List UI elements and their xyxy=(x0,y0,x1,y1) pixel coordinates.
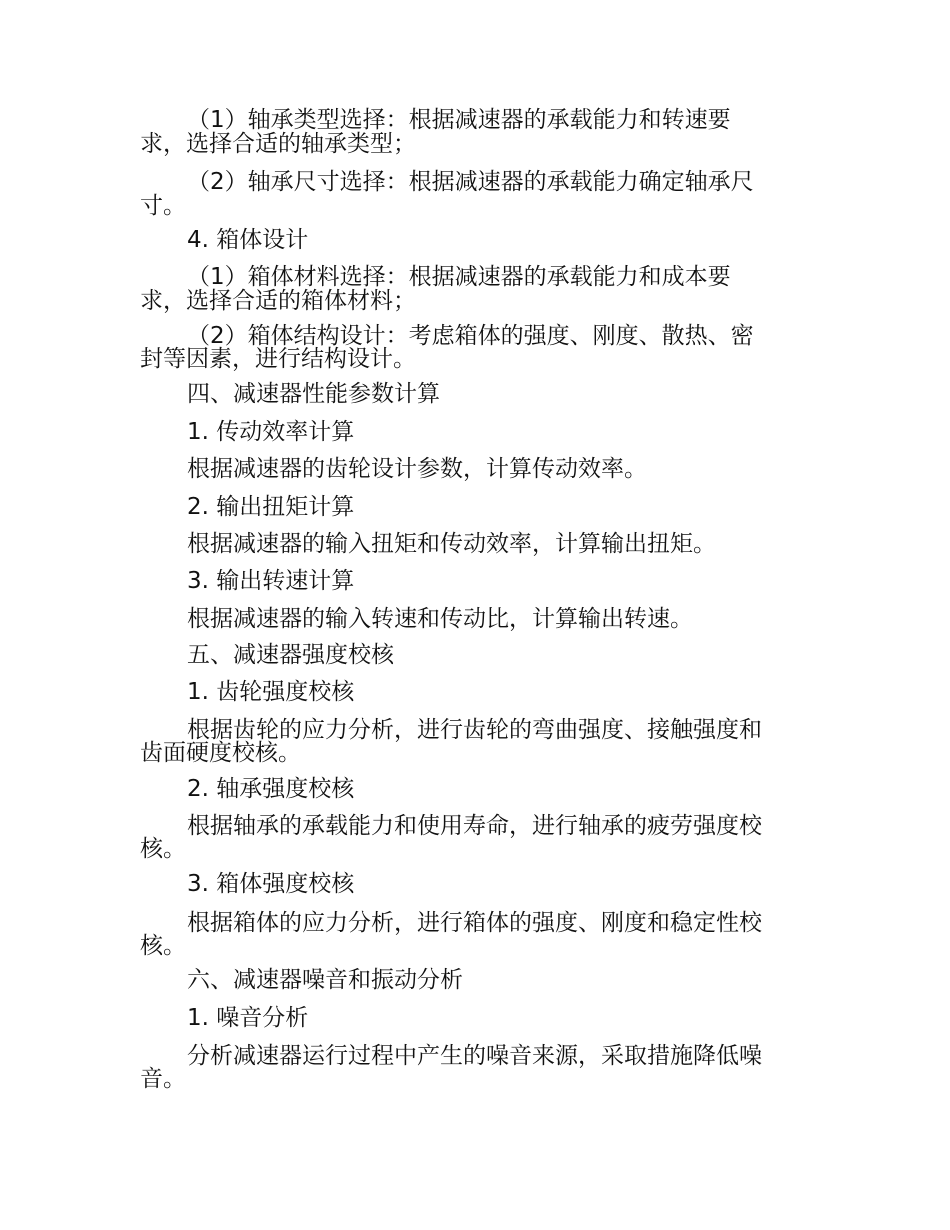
paragraph-housing-structure-line2: 封等因素，进行结构设计。 xyxy=(140,346,416,372)
heading-bearing-strength: 2. 轴承强度校核 xyxy=(187,776,355,802)
section-heading-strength: 五、减速器强度校核 xyxy=(187,642,394,668)
paragraph-noise-analysis-line2: 音。 xyxy=(140,1066,186,1092)
section-heading-performance: 四、减速器性能参数计算 xyxy=(187,381,440,407)
paragraph-bearing-strength-line2: 核。 xyxy=(140,836,186,862)
heading-efficiency: 1. 传动效率计算 xyxy=(187,419,355,445)
paragraph-bearing-size-line1: （2）轴承尺寸选择：根据减速器的承载能力确定轴承尺 xyxy=(187,169,754,195)
heading-output-speed: 3. 输出转速计算 xyxy=(187,568,355,594)
paragraph-noise-analysis-line1: 分析减速器运行过程中产生的噪音来源，采取措施降低噪 xyxy=(187,1043,762,1069)
paragraph-efficiency: 根据减速器的齿轮设计参数，计算传动效率。 xyxy=(187,456,647,482)
heading-housing-design: 4. 箱体设计 xyxy=(187,227,309,253)
paragraph-bearing-strength-line1: 根据轴承的承载能力和使用寿命，进行轴承的疲劳强度校 xyxy=(187,813,762,839)
paragraph-output-torque: 根据减速器的输入扭矩和传动效率，计算输出扭矩。 xyxy=(187,531,716,557)
paragraph-gear-strength-line1: 根据齿轮的应力分析，进行齿轮的弯曲强度、接触强度和 xyxy=(187,717,762,743)
heading-output-torque: 2. 输出扭矩计算 xyxy=(187,494,355,520)
paragraph-bearing-size-line2: 寸。 xyxy=(140,193,186,219)
paragraph-housing-material-line1: （1）箱体材料选择：根据减速器的承载能力和成本要 xyxy=(187,264,731,290)
paragraph-bearing-type-line2: 求，选择合适的轴承类型； xyxy=(140,131,416,157)
heading-housing-strength: 3. 箱体强度校核 xyxy=(187,871,355,897)
paragraph-housing-strength-line2: 核。 xyxy=(140,933,186,959)
paragraph-bearing-type-line1: （1）轴承类型选择：根据减速器的承载能力和转速要 xyxy=(187,107,731,133)
paragraph-housing-material-line2: 求，选择合适的箱体材料； xyxy=(140,288,416,314)
heading-noise-analysis: 1. 噪音分析 xyxy=(187,1005,309,1031)
paragraph-output-speed: 根据减速器的输入转速和传动比，计算输出转速。 xyxy=(187,606,693,632)
heading-gear-strength: 1. 齿轮强度校核 xyxy=(187,679,355,705)
paragraph-gear-strength-line2: 齿面硬度校核。 xyxy=(140,740,301,766)
section-heading-noise-vibration: 六、减速器噪音和振动分析 xyxy=(187,967,463,993)
paragraph-housing-structure-line1: （2）箱体结构设计：考虑箱体的强度、刚度、散热、密 xyxy=(187,323,754,349)
paragraph-housing-strength-line1: 根据箱体的应力分析，进行箱体的强度、刚度和稳定性校 xyxy=(187,910,762,936)
